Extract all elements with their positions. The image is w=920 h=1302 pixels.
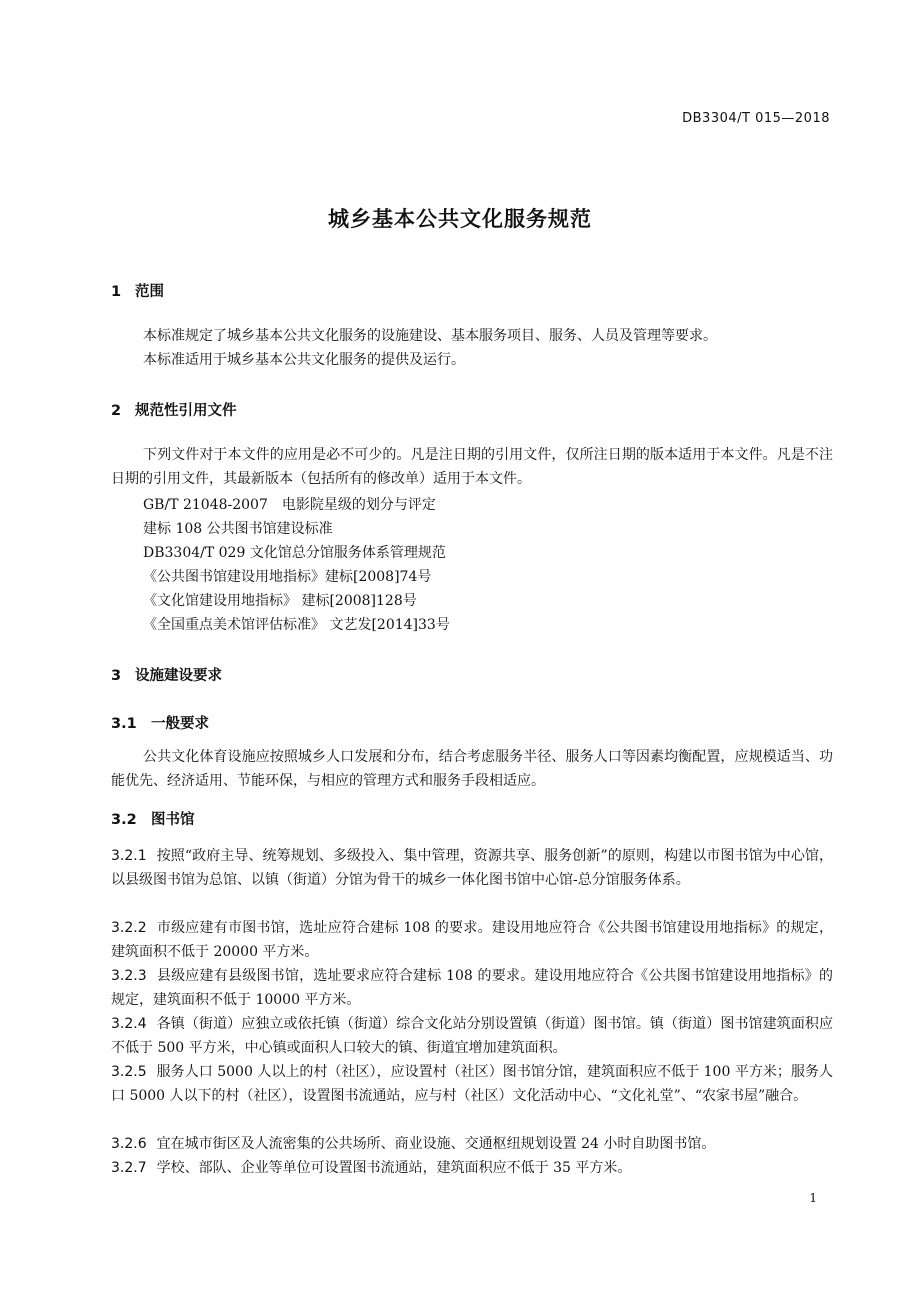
section-title: 范围 bbox=[135, 284, 164, 300]
clause-number: 3.2.3 bbox=[111, 968, 147, 984]
section-number: 3 bbox=[111, 668, 122, 684]
clause-number: 3.2.5 bbox=[111, 1064, 147, 1080]
section-title: 设施建设要求 bbox=[135, 668, 222, 684]
clause-text: 按照“政府主导、统筹规划、多级投入、集中管理，资源共享、服务创新”的原则，构建以市图书馆为中心馆，以县级图书馆为总馆、以镇（街道）分馆为骨干的城乡一体化图书馆中心馆-总分馆服务体系。 bbox=[111, 848, 833, 888]
clause-3-2-3 bbox=[111, 964, 833, 1012]
section-2-heading bbox=[111, 399, 237, 420]
section-3-heading bbox=[111, 664, 222, 685]
reference-item: GB/T 21048-2007 电影院星级的划分与评定 bbox=[143, 497, 436, 513]
clause-text: 宜在城市街区及人流密集的公共场所、商业设施、交通枢纽规划设置 24 小时自助图书馆。 bbox=[156, 1136, 716, 1152]
page-number: 1 bbox=[809, 1191, 817, 1205]
subsection-3-1-heading bbox=[111, 712, 209, 733]
clause-number: 3.2.7 bbox=[111, 1160, 147, 1176]
references-intro: 下列文件对于本文件的应用是必不可少的。凡是注日期的引用文件，仅所注日期的版本适用于本文件。凡是不注日期的引用文件，其最新版本（包括所有的修改单）适用于本文件。 bbox=[111, 447, 833, 487]
clause-3-2-6 bbox=[111, 1132, 833, 1156]
clause-text: 各镇（街道）应独立或依托镇（街道）综合文化站分别设置镇（街道）图书馆。镇（街道）图书馆建筑面积应不低于 500 平方米，中心镇或面积人口较大的镇、街道宜增加建筑面积。 bbox=[111, 1016, 833, 1056]
reference-item: 《公共图书馆建设用地指标》建标[2008]74号 bbox=[143, 569, 432, 585]
general-requirements-paragraph: 公共文化体育设施应按照城乡人口发展和分布，结合考虑服务半径、服务人口等因素均衡配置，应规模适当、功能优先、经济适用、节能环保，与相应的管理方式和服务手段相适应。 bbox=[111, 749, 833, 789]
clause-number: 3.2.2 bbox=[111, 920, 147, 936]
clause-number: 3.2.6 bbox=[111, 1136, 147, 1152]
subsection-title: 图书馆 bbox=[151, 812, 195, 828]
reference-item: 《文化馆建设用地指标》 建标[2008]128号 bbox=[143, 593, 417, 609]
reference-item: 建标 108 公共图书馆建设标准 bbox=[143, 521, 333, 537]
clause-text: 服务人口 5000 人以上的村（社区），应设置村（社区）图书馆分馆，建筑面积应不低于 100 平方米；服务人口 5000 人以下的村（社区），设置图书流通站，应与村（社区）文化活动中心、“文化礼堂”、“农家书屋”融合。 bbox=[111, 1064, 833, 1104]
scope-paragraph-1: 本标准规定了城乡基本公共文化服务的设施建设、基本服务项目、服务、人员及管理等要求。 bbox=[143, 328, 717, 344]
clause-3-2-2 bbox=[111, 916, 833, 964]
subsection-3-2-heading bbox=[111, 808, 195, 829]
clause-3-2-4 bbox=[111, 1012, 833, 1060]
section-1-heading bbox=[111, 280, 164, 301]
clause-3-2-7 bbox=[111, 1156, 833, 1180]
document-code: DB3304/T 015—2018 bbox=[682, 111, 830, 126]
section-number: 2 bbox=[111, 403, 122, 419]
clause-text: 县级应建有县级图书馆，选址要求应符合建标 108 的要求。建设用地应符合《公共图书馆建设用地指标》的规定，建筑面积不低于 10000 平方米。 bbox=[111, 968, 833, 1008]
clause-number: 3.2.4 bbox=[111, 1016, 147, 1032]
clause-3-2-5 bbox=[111, 1060, 833, 1108]
subsection-number: 3.2 bbox=[111, 812, 137, 828]
reference-item: 《全国重点美术馆评估标准》 文艺发[2014]33号 bbox=[143, 617, 450, 633]
scope-paragraph-2: 本标准适用于城乡基本公共文化服务的提供及运行。 bbox=[143, 352, 465, 368]
section-title: 规范性引用文件 bbox=[135, 403, 237, 419]
clause-3-2-1 bbox=[111, 844, 833, 892]
section-number: 1 bbox=[111, 284, 122, 300]
subsection-number: 3.1 bbox=[111, 716, 137, 732]
clause-text: 学校、部队、企业等单位可设置图书流通站，建筑面积应不低于 35 平方米。 bbox=[156, 1160, 632, 1176]
reference-item: DB3304/T 029 文化馆总分馆服务体系管理规范 bbox=[143, 545, 446, 561]
clause-number: 3.2.1 bbox=[111, 848, 147, 864]
subsection-title: 一般要求 bbox=[151, 716, 209, 732]
clause-text: 市级应建有市图书馆，选址应符合建标 108 的要求。建设用地应符合《公共图书馆建设用地指标》的规定，建筑面积不低于 20000 平方米。 bbox=[111, 920, 833, 960]
document-title: 城乡基本公共文化服务规范 bbox=[328, 207, 592, 231]
